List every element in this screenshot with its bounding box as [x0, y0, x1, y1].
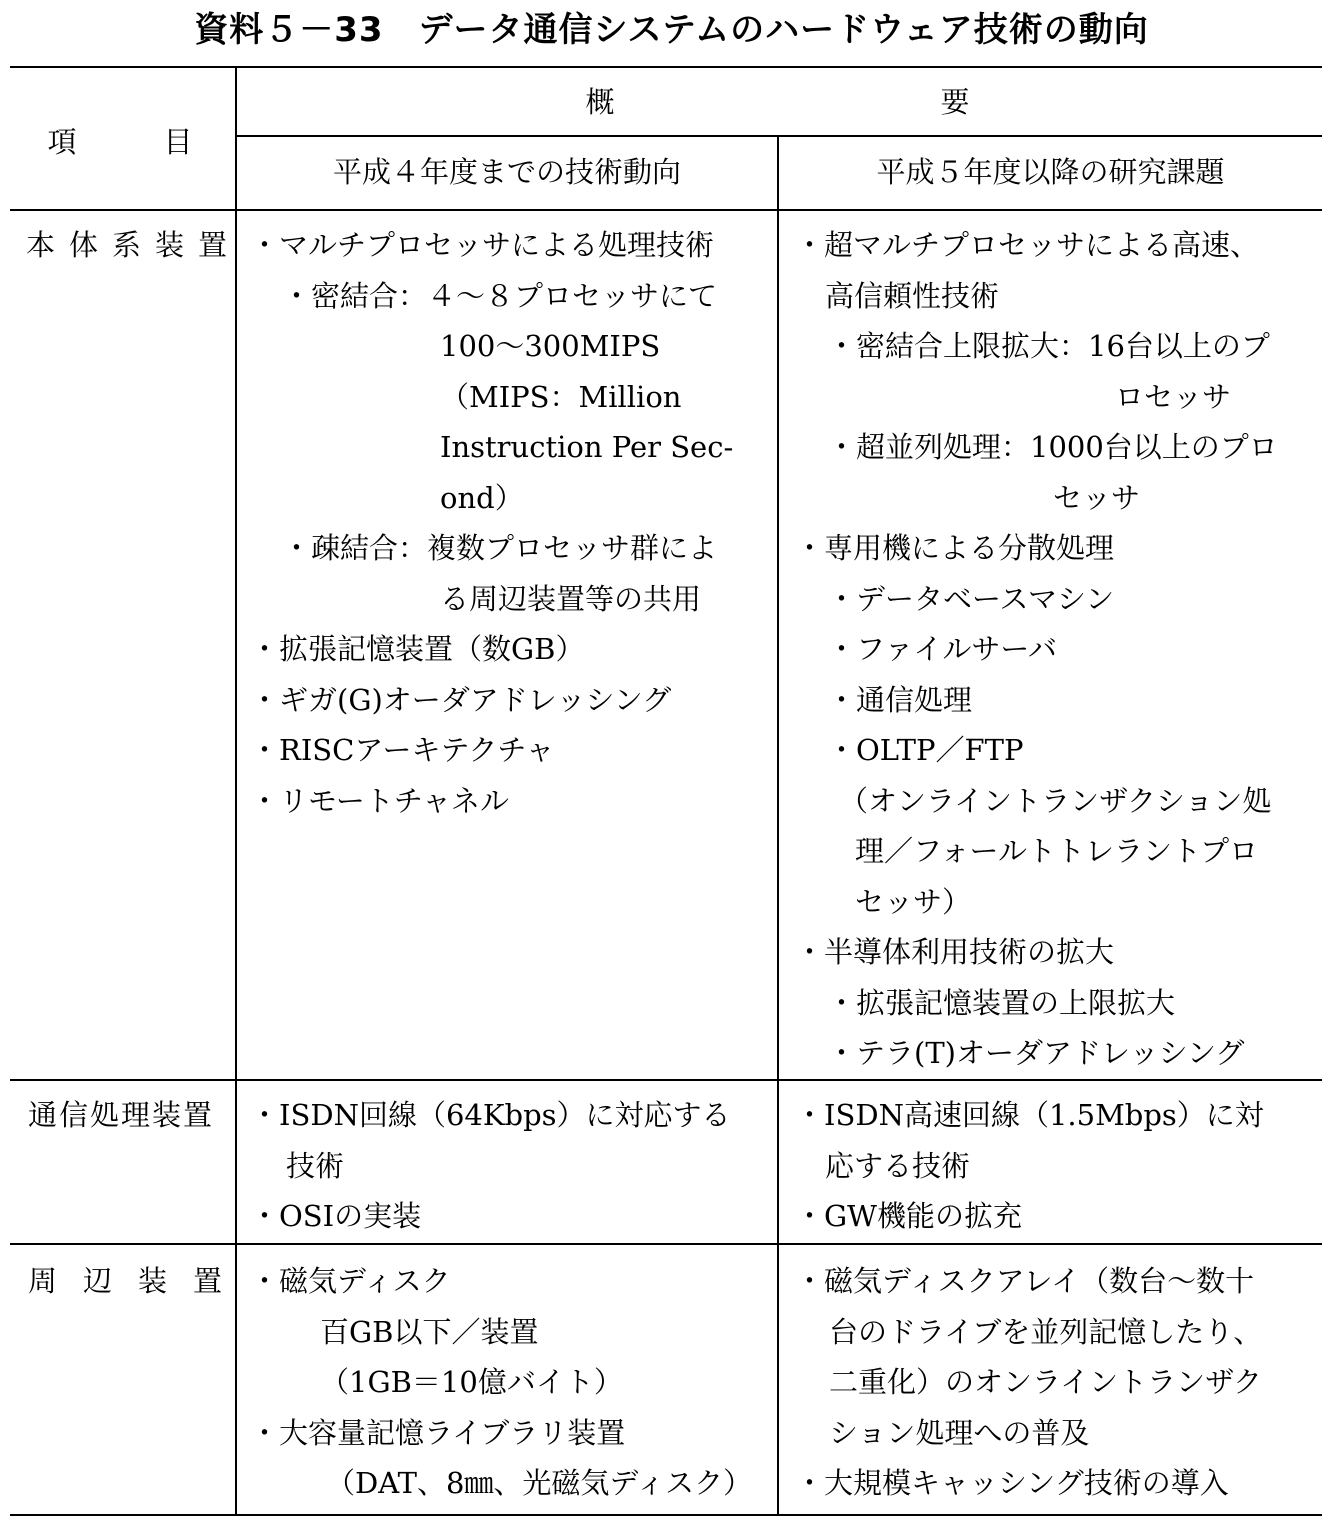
list-item: ・OSIの実装: [250, 1199, 422, 1233]
list-item: （オンライントランザクション処: [839, 783, 1272, 818]
list-item: ・通信処理: [827, 682, 973, 717]
item-header: 項 目: [47, 125, 193, 159]
list-item: （MIPS：Million: [440, 379, 682, 414]
communication-from-cell: [795, 1090, 1320, 1242]
list-item: ・ISDN高速回線（1.5Mbps）に対: [795, 1098, 1264, 1132]
list-item: 100～300MIPS: [440, 329, 661, 363]
row1-bottom-rule: [10, 1079, 1322, 1081]
list-item: ・GW機能の拡充: [795, 1199, 1022, 1233]
list-item: 百GB以下／装置: [320, 1314, 539, 1349]
list-item: ・磁気ディスクアレイ（数台～数十: [795, 1264, 1255, 1298]
list-item: セッサ）: [855, 884, 972, 919]
list-item: 理／フォールトトレラントプロ: [855, 834, 1259, 868]
peripheral-until-cell: [250, 1256, 775, 1509]
list-item: ・RISCアーキテクチャ: [250, 733, 555, 767]
list-item: ・疎結合：複数プロセッサ群によ: [282, 531, 718, 565]
overview-under-rule: [236, 135, 1322, 137]
header-bottom-rule: [10, 209, 1322, 211]
list-item: ・密結合上限拡大：16台以上のプ: [827, 329, 1270, 363]
overview-header-left: 概: [585, 85, 615, 119]
list-item: ロセッサ: [1115, 379, 1232, 414]
list-item: ・超マルチプロセッサによる高速、: [795, 228, 1260, 262]
list-item: ・専用機による分散処理: [795, 531, 1115, 565]
list-item: ・拡張記憶装置（数GB）: [250, 632, 585, 666]
list-item: ・密結合：４～８プロセッサにて: [282, 278, 718, 313]
from-fy5-header: 平成５年度以降の研究課題: [876, 155, 1225, 189]
main-unit-from-cell: [795, 220, 1320, 1079]
category-main-unit: 本体系装置: [26, 228, 242, 262]
list-item: 高信頼性技術: [825, 278, 1000, 313]
list-item: ・超並列処理：1000台以上のプロ: [827, 430, 1278, 464]
list-item: ・大規模キャッシング技術の導入: [795, 1466, 1229, 1500]
list-item: る周辺装置等の共用: [440, 581, 702, 616]
table-bottom-rule: [10, 1514, 1322, 1516]
list-item: ・大容量記憶ライブラリ装置: [250, 1415, 626, 1450]
table-top-rule: [10, 66, 1322, 68]
list-item: 技術: [286, 1148, 345, 1183]
period-column-divider: [777, 136, 779, 1515]
communication-until-cell: [250, 1090, 775, 1242]
list-item: 台のドライブを並列記憶したり、: [829, 1314, 1263, 1349]
until-fy4-header: 平成４年度までの技術動向: [332, 155, 681, 189]
page-title: 資料５－33 データ通信システムのハードウェア技術の動向: [194, 10, 1149, 50]
list-item: 二重化）のオンライントランザク: [829, 1365, 1262, 1399]
list-item: ・リモートチャネル: [250, 783, 509, 818]
list-item: ・磁気ディスク: [250, 1264, 451, 1298]
list-item: ・ISDN回線（64Kbps）に対応する: [250, 1098, 731, 1132]
list-item: ・ギガ(G)オーダアドレッシング: [250, 682, 672, 717]
list-item: Instruction Per Sec-: [440, 430, 734, 464]
row2-bottom-rule: [10, 1243, 1322, 1245]
category-communication-unit: 通信処理装置: [28, 1098, 215, 1132]
list-item: ・マルチプロセッサによる処理技術: [250, 228, 715, 262]
list-item: ond）: [440, 480, 524, 515]
main-unit-until-cell: [250, 220, 775, 826]
list-item: ・データベースマシン: [827, 581, 1115, 616]
list-item: ・半導体利用技術の拡大: [795, 935, 1115, 969]
list-item: ・テラ(T)オーダアドレッシング: [827, 1036, 1245, 1070]
list-item: （1GB＝10億バイト）: [320, 1365, 623, 1399]
list-item: セッサ: [1053, 480, 1141, 515]
list-item: ・OLTP／FTP: [827, 733, 1024, 767]
list-item: 応する技術: [825, 1148, 971, 1183]
list-item: （DAT、8㎜、光磁気ディスク）: [326, 1466, 753, 1500]
overview-header-right: 要: [940, 85, 970, 119]
list-item: ・拡張記憶装置の上限拡大: [827, 985, 1176, 1020]
category-peripheral-unit: 周辺装置: [28, 1264, 249, 1298]
list-item: ・ファイルサーバ: [827, 632, 1057, 666]
peripheral-from-cell: [795, 1256, 1320, 1509]
list-item: ション処理への普及: [829, 1415, 1090, 1450]
